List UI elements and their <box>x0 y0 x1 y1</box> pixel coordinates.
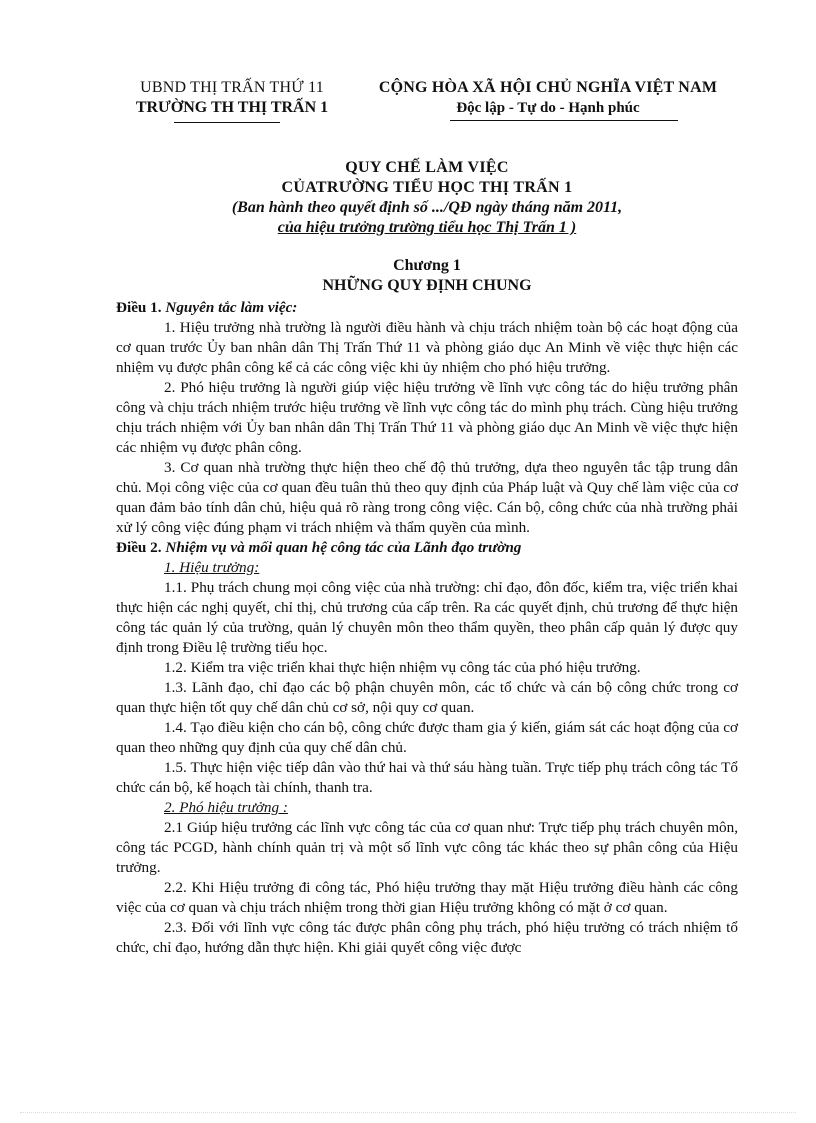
chapter-name: NHỮNG QUY ĐỊNH CHUNG <box>322 277 532 294</box>
paragraph-1-5: 1.5. Thực hiện việc tiếp dân vào thứ hai và thứ sáu hàng tuần. Trực tiếp phụ trách công tác Tổ chức cán bộ, kế hoạch tài chính, thanh tra. <box>116 759 738 796</box>
article-1-heading <box>116 298 738 318</box>
article-1-paragraph-3: 3. Cơ quan nhà trường thực hiện theo chế độ thủ trưởng, dựa theo nguyên tắc tập trung dân chủ. Mọi công việc của cơ quan đều tuân thủ theo quy định của Pháp luật và Quy chế làm việc của cơ quan đảm bảo tính dân chủ, hiệu quả rõ ràng trong công việc. Cán bộ, công chức của nhà trường phải xử lý công việc đúng phạm vi trách nhiệm và thẩm quyền của mình. <box>116 459 738 536</box>
article-2-label: Điều 2. <box>116 539 162 556</box>
article-1-title: Nguyên tắc làm việc: <box>165 299 298 316</box>
chapter-number: Chương 1 <box>393 257 461 274</box>
subsection-vice-principal: 2. Phó hiệu trưởng : <box>164 799 288 816</box>
title-line-4-text: của hiệu trưởng trường tiểu học Thị Trấn 1 ) <box>277 219 577 236</box>
paragraph-2-1: 2.1 Giúp hiệu trưởng các lĩnh vực công tác của cơ quan như: Trực tiếp phụ trách chuyên môn, công tác PCGD, hành chính quản trị và một số lĩnh vực công tác khác theo sự phân công của Hiệu trưởng. <box>116 819 738 876</box>
paragraph-1-3: 1.3. Lãnh đạo, chỉ đạo các bộ phận chuyên môn, các tổ chức và cán bộ công chức trong cơ quan thực hiện tốt quy chế dân chủ cơ sở, nội quy cơ quan. <box>116 679 738 716</box>
paragraph-1-2: 1.2. Kiểm tra việc triển khai thực hiện nhiệm vụ công tác của phó hiệu trưởng. <box>164 659 641 676</box>
issuing-agency-header <box>112 78 352 118</box>
page-bottom-divider <box>20 1112 796 1113</box>
country-name: CỘNG HÒA XÃ HỘI CHỦ NGHĨA VIỆT NAM <box>378 79 718 96</box>
article-1-paragraph-2: 2. Phó hiệu trưởng là người giúp việc hiệu trưởng về lĩnh vực công tác do hiệu trưởng phân công và chịu trách nhiệm trước hiệu trưởng về lĩnh vực công tác do mình phụ trách. Cùng hiệu trưởng chịu trách nhiệm với Ủy ban nhân dân Thị Trấn Thứ 11 và phòng giáo dục An Minh về việc thực hiện các nhiệm vụ được phân công. <box>116 379 738 456</box>
paragraph-2-3: 2.3. Đối với lĩnh vực công tác được phân công phụ trách, phó hiệu trưởng có trách nhiệm tổ chức, chỉ đạo, hướng dẫn thực hiện. Khi giải quyết công việc được <box>116 919 738 956</box>
article-2-heading <box>116 538 738 558</box>
paragraph-1-1: 1.1. Phụ trách chung mọi công việc của nhà trường: chỉ đạo, đôn đốc, kiểm tra, việc triển khai thực hiện các nghị quyết, chỉ thị, chủ trương của cấp trên. Ra các quyết định, chủ trương để thực hiện công tác quản lý của trường, quản lý chuyên môn theo thẩm quyền, theo phân cấp quản lý được quy định trong Điều lệ trường tiểu học. <box>116 579 738 656</box>
motto: Độc lập - Tự do - Hạnh phúc <box>456 100 640 116</box>
title-line-4 <box>116 218 738 238</box>
motto-underline <box>450 120 678 121</box>
paragraph-1-4: 1.4. Tạo điều kiện cho cán bộ, công chức được tham gia ý kiến, giám sát các hoạt động của cơ quan theo những quy định của quy chế dân chủ. <box>116 719 738 756</box>
subsection-principal: 1. Hiệu trưởng: <box>164 559 260 576</box>
agency-name: TRƯỜNG TH THỊ TRẤN 1 <box>135 99 329 116</box>
agency-parent: UBND THỊ TRẤN THỨ 11 <box>140 79 324 96</box>
document-body <box>116 298 738 958</box>
document-title <box>116 158 738 238</box>
chapter-heading <box>116 256 738 296</box>
article-1-label: Điều 1. <box>116 299 162 316</box>
article-2-title: Nhiệm vụ và mối quan hệ công tác của Lãnh đạo trường <box>165 539 522 556</box>
title-line-3: (Ban hành theo quyết định số .../QĐ ngày tháng năm 2011, <box>231 199 623 216</box>
national-motto-header <box>354 78 742 118</box>
agency-underline <box>174 122 280 123</box>
article-1-paragraph-1: 1. Hiệu trưởng nhà trường là người điều hành và chịu trách nhiệm toàn bộ các hoạt động của cơ quan trước Ủy ban nhân dân Thị Trấn Thứ 11 và phòng giáo dục An Minh về việc thực hiện các nhiệm vụ được phân công kể cả các công việc khi ủy nhiệm cho phó hiệu trưởng. <box>116 319 738 376</box>
paragraph-2-2: 2.2. Khi Hiệu trưởng đi công tác, Phó hiệu trưởng thay mặt Hiệu trưởng điều hành các công việc của cơ quan và chịu trách nhiệm trong thời gian Hiệu trưởng không có mặt ở cơ quan. <box>116 879 738 916</box>
title-line-1: QUY CHẾ LÀM VIỆC <box>345 159 509 176</box>
title-line-2: CỦATRƯỜNG TIỂU HỌC THỊ TRẤN 1 <box>281 179 573 196</box>
